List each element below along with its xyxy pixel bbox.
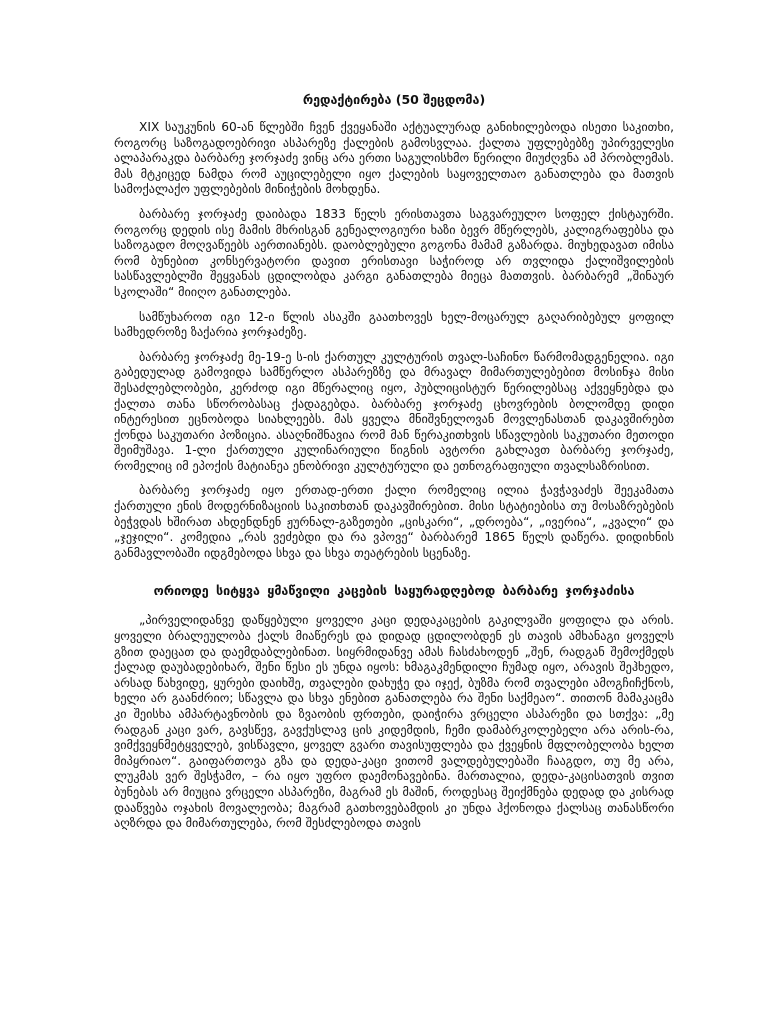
section-paragraph-1: „პირველიდანვე დაწყებული ყოველი კაცი დედაკაცების გაკილვაში ყოფილა და არის. ყოველი ბრალეულობა ქალს მიაწერეს და დიდად ცდილობდენ ეს თავის ამხანაგი ყოველს გზით დაეცათ და დაემდაბლებინათ. სიყრმიდანვე ამას ჩასძახოდენ „შენ, რადგან შემოქმედს ქალად დაუბადებიხარ, შენი წესი ეს უნდა იყოს: ხმაგაკმენდილი ჩუმად იყო, არავის შეჰხედო, არსად წახვიდე, ყურები დაიხშე, თვალები დახუჭე და იჯექ, ბუზმა რომ თვალები ამოგჩიჩქნოს, ხელი არ გაანძრიო; სწავლა და სხვა ენებით განათლება რა შენი საქმეაო“. თითონ მამაკაცმა კი შეისხა ამპარტავნობის და ზვაობის ფრთები, დაიჭირა ვრცელი ასპარეზი და სთქვა: „მე რადგან კაცი ვარ, გავსწევ, გავქუსლავ ცის კიდემდის, ჩემი დამაბრკოლებელი არა არის-რა, ვიმქვეყნმეტყველებ, ვისწავლი, ყოველ გვარი თავისუფლება და ქვეყნის მფლობელობა ხელთ მიპყრიაო“. გაიფართოვა გზა და დედა-კაცი ვითომ ვალდებულებაში ჩააგდო, თუ მე არა, ლუკმას ვერ შესჭამო, – რა იყო უფრო დაემონავებინა. მართალია, დედა-კაცისათვის თვით ბუნებას არ მიუცია ვრცელი ასპარეზი, მაგრამ ეს მაშინ, როდესაც შეიქმნება დედად და კისრად დააწვება ოჯახის მოვალეობა; მაგრამ გათხოვებამდის კი უნდა ჰქონოდა ქალსაც თანასწორი აღზრდა და მიმართულება, რომ შესძლებოდა თავის (114, 613, 674, 831)
paragraph-1: XIX საუკუნის 60-ან წლებში ჩვენ ქვეყანაში აქტუალურად განიხილებოდა ისეთი საკითხი, როგორც საზოგადოებრივი ასპარეზე ქალების გამოსვლაა. ქალთა უფლებებზე უპირველესი ალაპარაკდა ბარბარე ჯორჯაძე ვინც არა ერთი საგულისხმო წერილი მიუძღვნა ამ პრობლემას. მას მტკიცედ ნამდა რომ აუცილებელი იყო ქალების საყოველთაო განათლება და მათვის სამოქალაქო უფლებების მინიჭების მოხდენა. (114, 120, 674, 197)
paragraph-5: ბარბარე ჯორჯაძე იყო ერთად-ერთი ქალი რომელიც ილია ჭავჭავაძეს შეეკამათა ქართული ენის მოდერნიზაციის საკითხთან დაკავშირებით. მისი სტატიებისა თუ მოსაზრებების ბეჭვდას ხშირათ ახდენდნენ ჟურნალ-გაზეთები „ცისკარი“, „დროება“, „ივერია“, „კვალი“ და „ჯეჯილი“. კომედია „რას ვეძებდი და რა ვპოვე“ ბარბარემ 1865 წელს დაწერა. დიდიხნის განმავლობაში იდგმებოდა სხვა და სხვა თეატრების სცენაზე. (114, 483, 674, 560)
paragraph-2: ბარბარე ჯორჯაძე დაიბადა 1833 წელს ერისთავთა საგვარეულო სოფელ ქისტაურში. როგორც დედის ისე მამის მხრისგან გენეალოგიური ხაზი ბევრ მწერლებს, კალიგრაფებსა და საზოგადო მოღვაწეებს აერთიანებს. დაობლებული გოგონა მამამ გაზარდა. მიუხედავათ იმისა რომ ბუნებით კონსერვატორი დავით ერისთავი საჭიროდ არ თვლიდა ქალიშვილების სასწავლებლში შეყვანას ცდილობდა კარგი განათლება მიეცა მათთვის. ბარბარემ „შინაურ სკოლაში“ მიიღო განათლება. (114, 206, 674, 299)
section-title: ორიოდე სიტყვა ყმაწვილი კაცების საყურადღებოდ ბარბარე ჯორჯაძისა (153, 583, 635, 599)
paragraph-3: სამწუხაროთ იგი 12-ი წლის ასაკში გაათხოვეს ხელ-მოცარულ გაღარიბებულ ყოფილ სამხედროზე ზაქარია ჯორჯაძეზე. (114, 309, 674, 340)
document-title: რედაქტირება (50 შეცდომა) (302, 92, 486, 107)
paragraph-4: ბარბარე ჯორჯაძე მე-19-ე ს-ის ქართულ კულტურის თვალ-საჩინო წარმომადგენელია. იგი გაბედულად გამოვიდა სამწერლო ასპარეზზე და მრავალ მიმართულებებით მოსინჯა მისი შესაძლებლობები, კერძოდ იგი მწერალიც იყო, პუბლიცისტურ წერილებსაც აქვეყნებდა და ქალთა თანა სწორობასაც ქადაგებდა. ბარბარე ჯორჯაძე ცხოვრების ბოლომდე დიდი ინტერესით ეცნობოდა სიახლეებს. მას ყველა მნიშვნელოვან მოვლენასთან დაკავშირებთ ქონდა საკუთარი პოზიცია. ასაღნიშნავია რომ მან წერაკითხვის სწავლების საკუთარი მეთოდი შეიმუშავა. 1-ლი ქართული კულინარიული წიგნის ავტორი გახლავთ ბარბარე ჯორჯაძე, რომელიც იმ ეპოქის მატიანეა ენობრივი კულტურული და ეთნოგრაფიული თვალსაზრისით. (114, 349, 674, 473)
document-page (114, 92, 674, 841)
